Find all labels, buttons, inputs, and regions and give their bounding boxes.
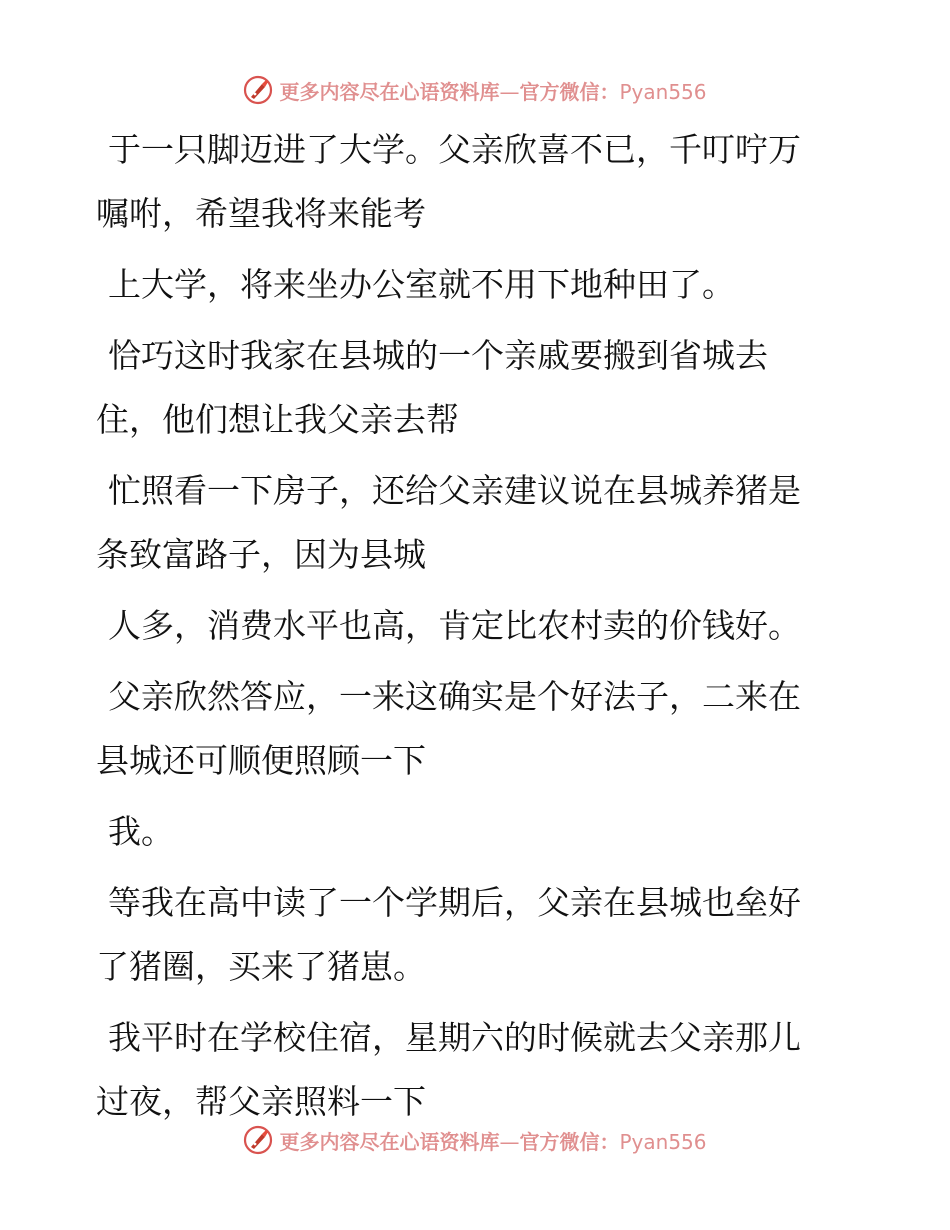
pen-nib-logo-icon <box>243 1125 273 1155</box>
pen-nib-logo-icon <box>243 75 273 105</box>
paragraph <box>96 665 836 793</box>
paragraph <box>96 459 836 587</box>
footer-watermark <box>0 1120 950 1160</box>
paragraph <box>96 118 836 246</box>
paragraph <box>96 800 836 864</box>
paragraph-line: 于一只脚迈进了大学。父亲欣喜不已，千叮咛万 <box>108 130 801 169</box>
paragraph-line: 我平时在学校住宿，星期六的时候就去父亲那儿 <box>108 1018 801 1057</box>
paragraph-line: 嘱咐，希望我将来能考 <box>96 194 426 233</box>
paragraph-line: 住，他们想让我父亲去帮 <box>96 400 459 439</box>
paragraph-line: 等我在高中读了一个学期后，父亲在县城也垒好 <box>108 883 801 922</box>
paragraph-line: 我。 <box>108 812 174 851</box>
paragraph-line: 条致富路子，因为县城 <box>96 535 426 574</box>
paragraph-line: 忙照看一下房子，还给父亲建议说在县城养猪是 <box>108 471 801 510</box>
paragraph <box>96 253 836 317</box>
document-body <box>96 118 836 1134</box>
paragraph <box>96 594 836 658</box>
paragraph-line: 上大学，将来坐办公室就不用下地种田了。 <box>108 265 735 304</box>
header-watermark <box>0 70 950 110</box>
paragraph <box>96 871 836 999</box>
watermark-text: 更多内容尽在心语资料库—官方微信：Pyan556 <box>279 1129 707 1154</box>
paragraph-line: 父亲欣然答应，一来这确实是个好法子，二来在 <box>108 677 801 716</box>
paragraph-line: 人多，消费水平也高，肯定比农村卖的价钱好。 <box>108 606 801 645</box>
paragraph-line: 恰巧这时我家在县城的一个亲戚要搬到省城去 <box>108 336 768 375</box>
paragraph-line: 县城还可顺便照顾一下 <box>96 741 426 780</box>
paragraph <box>96 324 836 452</box>
paragraph-line: 了猪圈，买来了猪崽。 <box>96 947 426 986</box>
paragraph-line: 过夜，帮父亲照料一下 <box>96 1082 426 1121</box>
paragraph <box>96 1006 836 1134</box>
watermark-text: 更多内容尽在心语资料库—官方微信：Pyan556 <box>279 79 707 104</box>
